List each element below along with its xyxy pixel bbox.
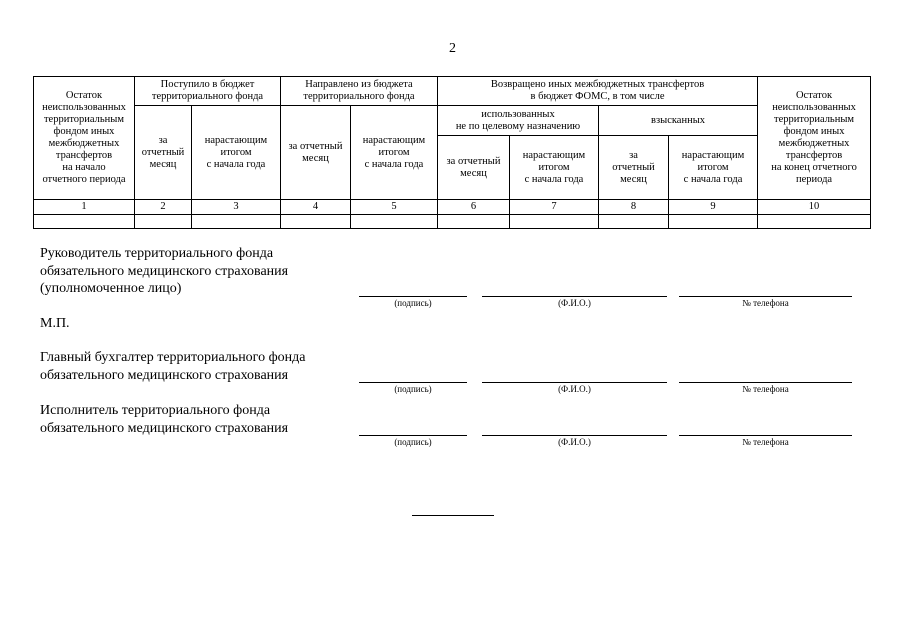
text-line: межбюджетных (778, 138, 850, 149)
header-c2 (135, 106, 192, 200)
signature-line[interactable] (359, 435, 467, 436)
text-line: неиспользованных (42, 102, 126, 113)
phone-caption: № телефона (742, 298, 789, 308)
header-c3 (192, 106, 281, 200)
text-line: обязательного медицинского страхования (40, 263, 289, 279)
text-line: обязательного медицинского страхования (40, 420, 289, 436)
text-line: за отчетный (446, 155, 501, 167)
text-line: с начала года (364, 158, 424, 170)
signature-label-accountant (40, 349, 305, 384)
name-caption: (Ф.И.О.) (558, 384, 591, 394)
text-line: неиспользованных (772, 102, 856, 113)
text-line: фондом иных (783, 126, 845, 137)
data-cell[interactable] (758, 215, 871, 229)
column-number: 7 (510, 200, 599, 215)
data-cell[interactable] (438, 215, 510, 229)
text-line: итогом (538, 161, 570, 173)
header-opening-balance (34, 77, 135, 200)
column-number: 8 (599, 200, 669, 215)
header-received (135, 77, 281, 106)
header-c4 (281, 106, 351, 200)
text-line: за (158, 134, 168, 146)
text-line: Остаток (795, 90, 833, 101)
header-c7 (510, 136, 599, 200)
text-line: межбюджетных (48, 138, 120, 149)
text-line: месяц (302, 152, 329, 164)
text-line: территориальным (43, 114, 125, 125)
header-c5 (351, 106, 438, 200)
phone-line[interactable] (679, 296, 852, 297)
name-line[interactable] (482, 382, 667, 383)
column-numbers-row (34, 200, 871, 215)
text-line: месяц (149, 158, 177, 170)
signature-caption: (подпись) (394, 298, 432, 308)
text-line: отчетный (141, 146, 185, 158)
phone-caption: № телефона (742, 437, 789, 447)
signature-caption: (подпись) (394, 437, 432, 447)
text-line: Возвращено иных межбюджетных трансфертов (490, 79, 705, 90)
text-line: итогом (697, 161, 729, 173)
text-line: итогом (220, 146, 252, 158)
header-c9 (669, 136, 758, 200)
text-line: Остаток (65, 90, 103, 101)
stamp-mark: М.П. (40, 316, 70, 331)
text-line: периода (795, 174, 833, 185)
column-number: 5 (351, 200, 438, 215)
text-line: фондом иных (53, 126, 115, 137)
column-number: 10 (758, 200, 871, 215)
text-line: нарастающим (522, 149, 586, 161)
column-number: 9 (669, 200, 758, 215)
data-cell[interactable] (192, 215, 281, 229)
text-line: отчетного периода (42, 174, 126, 185)
text-line: Исполнитель территориального фонда (40, 403, 271, 418)
text-line: Главный бухгалтер территориального фонда (40, 350, 306, 365)
signature-label-executor (40, 402, 288, 437)
data-cell[interactable] (669, 215, 758, 229)
data-row (34, 215, 871, 229)
text-line: с начала года (524, 173, 584, 185)
text-line: нарастающим (204, 134, 268, 146)
text-line: за отчетный (288, 140, 343, 152)
data-cell[interactable] (135, 215, 192, 229)
text-line: территориального фонда (151, 91, 264, 102)
text-line: с начала года (683, 173, 743, 185)
data-cell[interactable] (281, 215, 351, 229)
header-returned (438, 77, 758, 106)
column-number: 6 (438, 200, 510, 215)
header-c8 (599, 136, 669, 200)
signature-line[interactable] (359, 296, 467, 297)
phone-caption: № телефона (742, 384, 789, 394)
text-line: трансфертов (55, 150, 113, 161)
data-cell[interactable] (34, 215, 135, 229)
page-number: 2 (449, 41, 456, 56)
header-sent (281, 77, 438, 106)
header-unused (438, 106, 599, 136)
text-line: не по целевому назначению (455, 120, 581, 132)
text-line: трансфертов (785, 150, 843, 161)
signature-label-head (40, 245, 288, 298)
name-line[interactable] (482, 296, 667, 297)
text-line: Поступило в бюджет (160, 79, 255, 90)
header-closing-balance (758, 77, 871, 200)
phone-line[interactable] (679, 435, 852, 436)
signature-line[interactable] (359, 382, 467, 383)
text-line: месяц (460, 167, 487, 179)
name-line[interactable] (482, 435, 667, 436)
text-line: нарастающим (362, 134, 426, 146)
header-c6 (438, 136, 510, 200)
text-line: территориального фонда (303, 91, 415, 102)
name-caption: (Ф.И.О.) (558, 437, 591, 447)
footnote-separator (412, 515, 494, 516)
text-line: месяц (620, 173, 647, 185)
text-line: с начала года (206, 158, 266, 170)
name-caption: (Ф.И.О.) (558, 298, 591, 308)
text-line: использованных (481, 108, 555, 120)
data-cell[interactable] (351, 215, 438, 229)
text-line: отчетный (612, 161, 655, 173)
text-line: нарастающим (681, 149, 745, 161)
text-line: Направлено из бюджета (305, 79, 413, 90)
column-number: 4 (281, 200, 351, 215)
text-line: на начало (62, 162, 106, 173)
column-number: 2 (135, 200, 192, 215)
column-number: 3 (192, 200, 281, 215)
text-line: за (629, 149, 638, 161)
signature-caption: (подпись) (394, 384, 432, 394)
text-line: Руководитель территориального фонда (40, 246, 274, 261)
phone-line[interactable] (679, 382, 852, 383)
text-line: итогом (378, 146, 410, 158)
column-number: 1 (34, 200, 135, 215)
text-line: на конец отчетного (771, 162, 857, 173)
header-recovered: взысканных (599, 106, 758, 136)
report-table (33, 76, 871, 229)
text-line: (уполномоченное лицо) (40, 281, 182, 296)
text-line: обязательного медицинского страхования (40, 367, 289, 383)
data-cell[interactable] (510, 215, 599, 229)
text-line: в бюджет ФОМС, в том числе (530, 91, 665, 102)
text-line: территориальным (774, 114, 855, 125)
data-cell[interactable] (599, 215, 669, 229)
